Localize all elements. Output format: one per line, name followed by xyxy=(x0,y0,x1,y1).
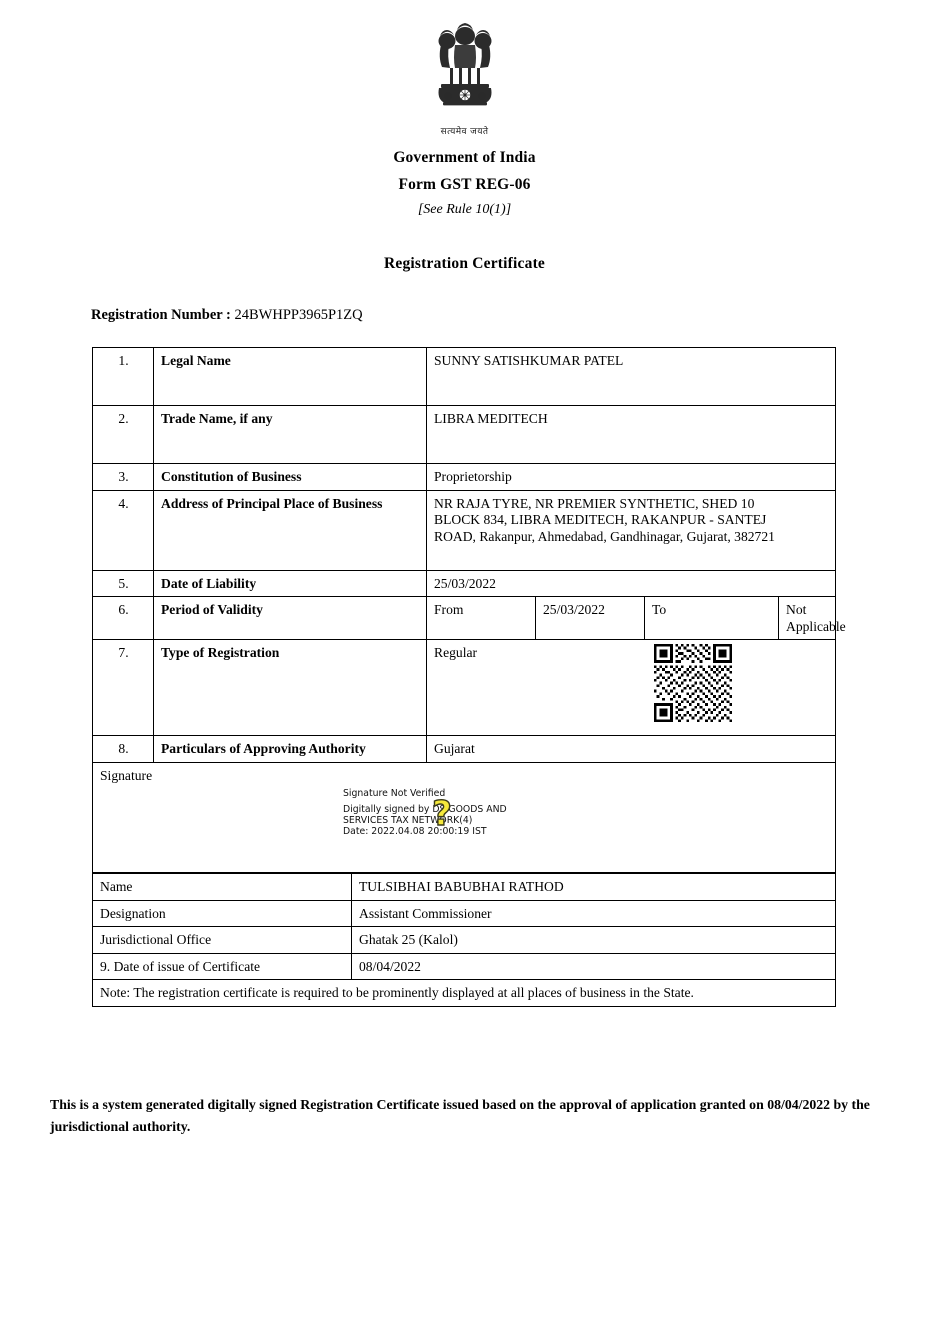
row-label: Constitution of Business xyxy=(154,464,427,491)
row-serial: 8. xyxy=(93,736,154,763)
emblem-motto: सत्यमेव जयते xyxy=(440,127,489,137)
table-row-period-of-validity xyxy=(93,597,836,640)
form-title: Form GST REG-06 xyxy=(398,175,531,193)
row-serial: 7. xyxy=(93,640,154,736)
row-value xyxy=(427,490,836,570)
validity-from-label: From xyxy=(434,602,464,618)
signature-label: Signature xyxy=(100,767,153,783)
validity-subtable xyxy=(427,597,846,639)
row-value: LIBRA MEDITECH xyxy=(427,406,836,464)
row-serial: 3. xyxy=(93,464,154,491)
row-value: TULSIBHAI BABUBHAI RATHOD xyxy=(352,874,836,901)
row-value xyxy=(427,640,836,736)
emblem-block xyxy=(0,14,929,137)
validity-to-label: To xyxy=(645,597,779,639)
approving-authority-table xyxy=(92,873,836,1007)
row-label: Name xyxy=(93,874,352,901)
signature-date: Date: 2022.04.08 20:00:19 IST xyxy=(343,825,487,837)
table-row xyxy=(93,927,836,954)
page-title: Registration Certificate xyxy=(383,255,546,272)
table-row xyxy=(93,570,836,597)
digital-signature-block xyxy=(343,789,507,838)
national-emblem-icon xyxy=(427,14,503,123)
signature-row xyxy=(93,762,836,872)
table-row-type-of-registration xyxy=(93,640,836,736)
note-row xyxy=(93,980,836,1007)
table-row xyxy=(93,953,836,980)
government-title: Government of India xyxy=(393,149,536,166)
qr-code-icon xyxy=(651,644,735,722)
row-value: 25/03/2022 xyxy=(427,570,836,597)
address-line-1: NR RAJA TYRE, NR PREMIER SYNTHETIC, SHED 10 xyxy=(434,495,755,511)
signature-signed-by-line-1: Digitally signed by DS GOODS AND xyxy=(343,803,507,815)
rule-reference: [See Rule 10(1)] xyxy=(417,202,512,217)
table-row xyxy=(93,900,836,927)
note-text: Note: The registration certificate is required to be prominently displayed at all places of business in the State. xyxy=(93,980,836,1007)
row-label: Address of Principal Place of Business xyxy=(154,490,427,570)
row-serial: 5. xyxy=(93,570,154,597)
header-block xyxy=(0,150,929,217)
row-value: 08/04/2022 xyxy=(352,953,836,980)
footer-text: This is a system generated digitally signed Registration Certificate issued based on the approval of application granted on 08/04/2022 by the jurisdictional authority. xyxy=(50,1097,870,1135)
row-label: Jurisdictional Office xyxy=(93,927,352,954)
table-row xyxy=(93,348,836,406)
signature-signed-by-line-2: SERVICES TAX NETWORK(4) xyxy=(343,814,473,826)
registration-number xyxy=(91,307,363,324)
row-value xyxy=(427,597,846,640)
table-row xyxy=(93,490,836,570)
table-row xyxy=(93,406,836,464)
registration-number-label: Registration Number : xyxy=(91,307,231,323)
row-label: 9. Date of issue of Certificate xyxy=(93,953,352,980)
certificate-details-table xyxy=(92,347,846,873)
row-serial: 4. xyxy=(93,490,154,570)
row-label: Type of Registration xyxy=(154,640,427,736)
row-value: Assistant Commissioner xyxy=(352,900,836,927)
row-label: Designation xyxy=(93,900,352,927)
row-value: Gujarat xyxy=(427,736,836,763)
row-label: Legal Name xyxy=(154,348,427,406)
validity-to-value: Not Applicable xyxy=(779,597,836,639)
question-mark-badge-icon xyxy=(429,794,455,830)
row-value: Ghatak 25 (Kalol) xyxy=(352,927,836,954)
validity-from-value: 25/03/2022 xyxy=(536,597,645,639)
row-label: Period of Validity xyxy=(154,597,427,640)
signature-cell xyxy=(93,762,836,872)
svg-text:?: ? xyxy=(432,793,452,830)
signature-status: Signature Not Verified xyxy=(343,787,446,799)
address-line-2: BLOCK 834, LIBRA MEDITECH, RAKANPUR - SANTEJ xyxy=(434,512,767,528)
row-serial: 2. xyxy=(93,406,154,464)
table-row xyxy=(93,464,836,491)
row-label: Particulars of Approving Authority xyxy=(154,736,427,763)
table-row xyxy=(93,874,836,901)
row-serial: 6. xyxy=(93,597,154,640)
row-value: SUNNY SATISHKUMAR PATEL xyxy=(427,348,836,406)
row-label: Trade Name, if any xyxy=(154,406,427,464)
table-row xyxy=(93,736,836,763)
registration-number-value: 24BWHPP3965P1ZQ xyxy=(234,307,363,323)
row-label: Date of Liability xyxy=(154,570,427,597)
type-of-registration-value: Regular xyxy=(434,645,478,661)
row-serial: 1. xyxy=(93,348,154,406)
address-line-3: ROAD, Rakanpur, Ahmedabad, Gandhinagar, Gujarat, 382721 xyxy=(434,528,775,544)
row-value: Proprietorship xyxy=(427,464,836,491)
